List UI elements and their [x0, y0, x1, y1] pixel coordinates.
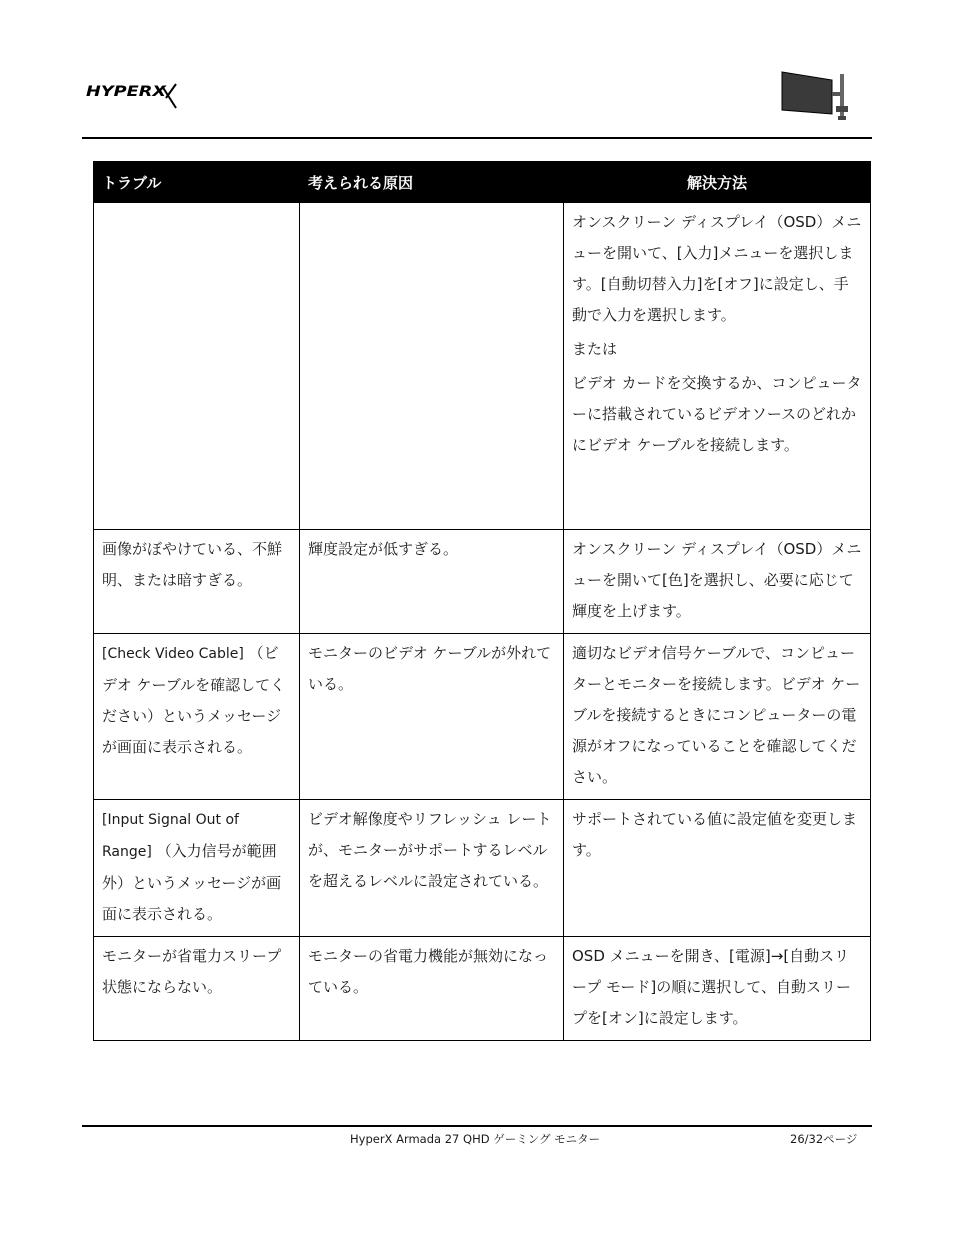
cause-cell: モニターの省電力機能が無効になっている。	[300, 937, 564, 1041]
problem-cell: モニターが省電力スリープ状態にならない。	[94, 937, 300, 1041]
solution-text: ビデオ カードを交換するか、コンピューターに搭載されているビデオソースのどれかにビデオ ケーブルを接続します。	[572, 374, 862, 454]
problem-cell	[94, 203, 300, 530]
cause-cell: ビデオ解像度やリフレッシュ レートが、モニターがサポートするレベルを超えるレベルに設定されている。	[300, 800, 564, 937]
problem-text: （入力信号が範囲外）というメッセージが画面に表示される。	[102, 842, 282, 923]
table-row	[94, 634, 871, 800]
cause-cell	[300, 203, 564, 530]
troubleshooting-table	[93, 161, 871, 1041]
header-cause: 考えられる原因	[300, 162, 564, 203]
problem-cell: 画像がぼやけている、不鮮明、または暗すぎる。	[94, 530, 300, 634]
table-row	[94, 530, 871, 634]
solution-text: 適切なビデオ信号ケーブルで、コンピューターとモニターを接続します。ビデオ ケーブルを接続するときにコンピューターの電源がオフになっていることを確認してください。	[572, 644, 861, 786]
table-row	[94, 800, 871, 937]
hyperx-logo	[84, 80, 184, 112]
table-header-row	[94, 162, 871, 203]
solution-cell	[564, 634, 871, 800]
header-divider	[82, 137, 872, 139]
solution-text: サポートされている値に設定値を変更します。	[572, 810, 858, 859]
footer-divider	[82, 1125, 872, 1127]
problem-text: （ビデオ ケーブルを確認してください）というメッセージが画面に表示される。	[102, 644, 286, 756]
header-problem: トラブル	[94, 162, 300, 203]
table-row	[94, 203, 871, 530]
footer-product-title: HyperX Armada 27 QHD ゲーミング モニター	[350, 1132, 601, 1146]
solution-text: または	[572, 340, 618, 358]
header-solution: 解決方法	[564, 162, 871, 203]
cause-cell: 輝度設定が低すぎる。	[300, 530, 564, 634]
solution-cell	[564, 530, 871, 634]
footer-page-number: 26/32ページ	[790, 1132, 858, 1146]
solution-text: オンスクリーン ディスプレイ（OSD）メニューを開いて[色]を選択し、必要に応じて輝度を上げます。	[572, 540, 862, 620]
monitor-arm-icon	[778, 70, 858, 124]
problem-message: [Input Signal Out of Range]	[102, 812, 239, 860]
solution-cell	[564, 800, 871, 937]
cause-cell: モニターのビデオ ケーブルが外れている。	[300, 634, 564, 800]
table-row	[94, 937, 871, 1041]
problem-cell	[94, 634, 300, 800]
solution-text: OSD メニューを開き、[電源]→[自動スリープ モード]の順に選択して、自動スリープを[オン]に設定します。	[572, 947, 851, 1027]
solution-cell	[564, 203, 871, 530]
logo-text: HYPERX	[86, 84, 168, 100]
problem-cell	[94, 800, 300, 937]
solution-cell	[564, 937, 871, 1041]
solution-text: オンスクリーン ディスプレイ（OSD）メニューを開いて、[入力]メニューを選択します。[自動切替入力]を[オフ]に設定し、手動で入力を選択します。	[572, 213, 862, 324]
problem-message: [Check Video Cable]	[102, 646, 244, 662]
